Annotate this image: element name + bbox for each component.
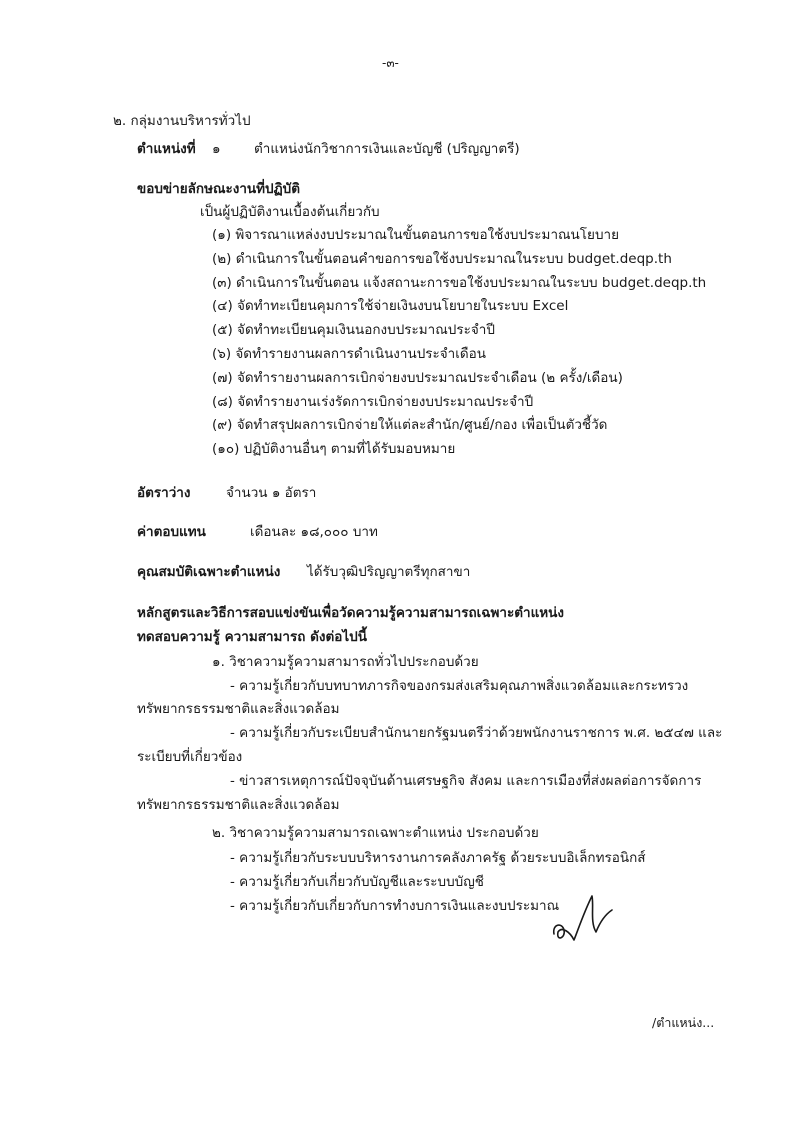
scope-item: (๓) ดำเนินการในขั้นตอน แจ้งสถานะการขอใช้งบประมาณในระบบ budget.deqp.th [212, 275, 707, 291]
handwritten-signature-icon [548, 882, 618, 952]
exam-bullet: - ความรู้เกี่ยวกับเกี่ยวกับการทำงบการเงินและงบประมาณ [230, 898, 560, 914]
exam-bullet: - ความรู้เกี่ยวกับระบบบริหารงานการคลังภาครัฐ ด้วยระบบอิเล็กทรอนิกส์ [230, 850, 646, 866]
exam-subject-1-title: ๑. วิชาความรู้ความสามารถทั่วไปประกอบด้วย [212, 654, 479, 670]
exam-bullet-continuation: ทรัพยากรธรรมชาติและสิ่งแวดล้อม [137, 797, 340, 813]
qualification-label: คุณสมบัติเฉพาะตำแหน่ง [137, 564, 281, 580]
page-number: -๓- [382, 56, 399, 70]
exam-bullet: - ความรู้เกี่ยวกับระเบียบสำนักนายกรัฐมนตรีว่าด้วยพนักงานราชการ พ.ศ. ๒๕๔๗ และ [230, 725, 723, 741]
exam-subject-2-title: ๒. วิชาความรู้ความสามารถเฉพาะตำแหน่ง ประกอบด้วย [212, 825, 539, 841]
position-label: ตำแหน่งที่ [137, 141, 196, 157]
scope-item: (๒) ดำเนินการในขั้นตอนคำขอการขอใช้งบประมาณในระบบ budget.deqp.th [212, 251, 672, 267]
scope-item: (๔) จัดทำทะเบียนคุมการใช้จ่ายเงินงบนโยบายในระบบ Excel [212, 298, 569, 314]
exam-bullet: - ข่าวสารเหตุการณ์ปัจจุบันด้านเศรษฐกิจ สังคม และการเมืองที่ส่งผลต่อการจัดการ [230, 773, 702, 789]
salary-label: ค่าตอบแทน [137, 524, 206, 540]
exam-bullet-continuation: ทรัพยากรธรรมชาติและสิ่งแวดล้อม [137, 701, 340, 717]
exam-bullet: - ความรู้เกี่ยวกับเกี่ยวกับบัญชีและระบบบัญชี [230, 874, 484, 890]
scope-item: (๑) พิจารณาแหล่งงบประมาณในขั้นตอนการขอใช้งบประมาณนโยบาย [212, 227, 620, 243]
qualification-value: ได้รับวุฒิปริญญาตรีทุกสาขา [307, 564, 471, 580]
position-title: ตำแหน่งนักวิชาการเงินและบัญชี (ปริญญาตรี) [254, 141, 520, 157]
scope-item: (๕) จัดทำทะเบียนคุมเงินนอกงบประมาณประจำปี [212, 322, 495, 338]
scope-item: (๑๐) ปฏิบัติงานอื่นๆ ตามที่ได้รับมอบหมาย [212, 441, 456, 457]
salary-value: เดือนละ ๑๘,๐๐๐ บาท [250, 524, 378, 540]
scope-item: (๙) จัดทำสรุปผลการเบิกจ่ายให้แต่ละสำนัก/ศูนย์/กอง เพื่อเป็นตัวชี้วัด [212, 417, 608, 433]
position-number: ๑ [212, 141, 221, 157]
vacancy-label: อัตราว่าง [137, 485, 191, 501]
scope-intro: เป็นผู้ปฏิบัติงานเบื้องต้นเกี่ยวกับ [200, 204, 380, 220]
exam-bullet: - ความรู้เกี่ยวกับบทบาทภารกิจของกรมส่งเสริมคุณภาพสิ่งแวดล้อมและกระทรวง [230, 678, 689, 694]
vacancy-value: จำนวน ๑ อัตรา [226, 485, 317, 501]
scope-item: (๗) จัดทำรายงานผลการเบิกจ่ายงบประมาณประจำเดือน (๒ ครั้ง/เดือน) [212, 370, 623, 386]
exam-subheading: ทดสอบความรู้ ความสามารถ ดังต่อไปนี้ [137, 629, 367, 645]
scope-item: (๖) จัดทำรายงานผลการดำเนินงานประจำเดือน [212, 346, 486, 362]
exam-bullet-continuation: ระเบียบที่เกี่ยวข้อง [137, 749, 243, 765]
scope-heading: ขอบข่ายลักษณะงานที่ปฏิบัติ [137, 181, 301, 197]
scope-item: (๘) จัดทำรายงานเร่งรัดการเบิกจ่ายงบประมาณประจำปี [212, 394, 534, 410]
section-heading: ๒. กลุ่มงานบริหารทั่วไป [113, 113, 251, 129]
continuation-note: /ตำแหน่ง... [652, 1015, 715, 1030]
exam-heading: หลักสูตรและวิธีการสอบแข่งขันเพื่อวัดความรู้ความสามารถเฉพาะตำแหน่ง [137, 605, 564, 621]
